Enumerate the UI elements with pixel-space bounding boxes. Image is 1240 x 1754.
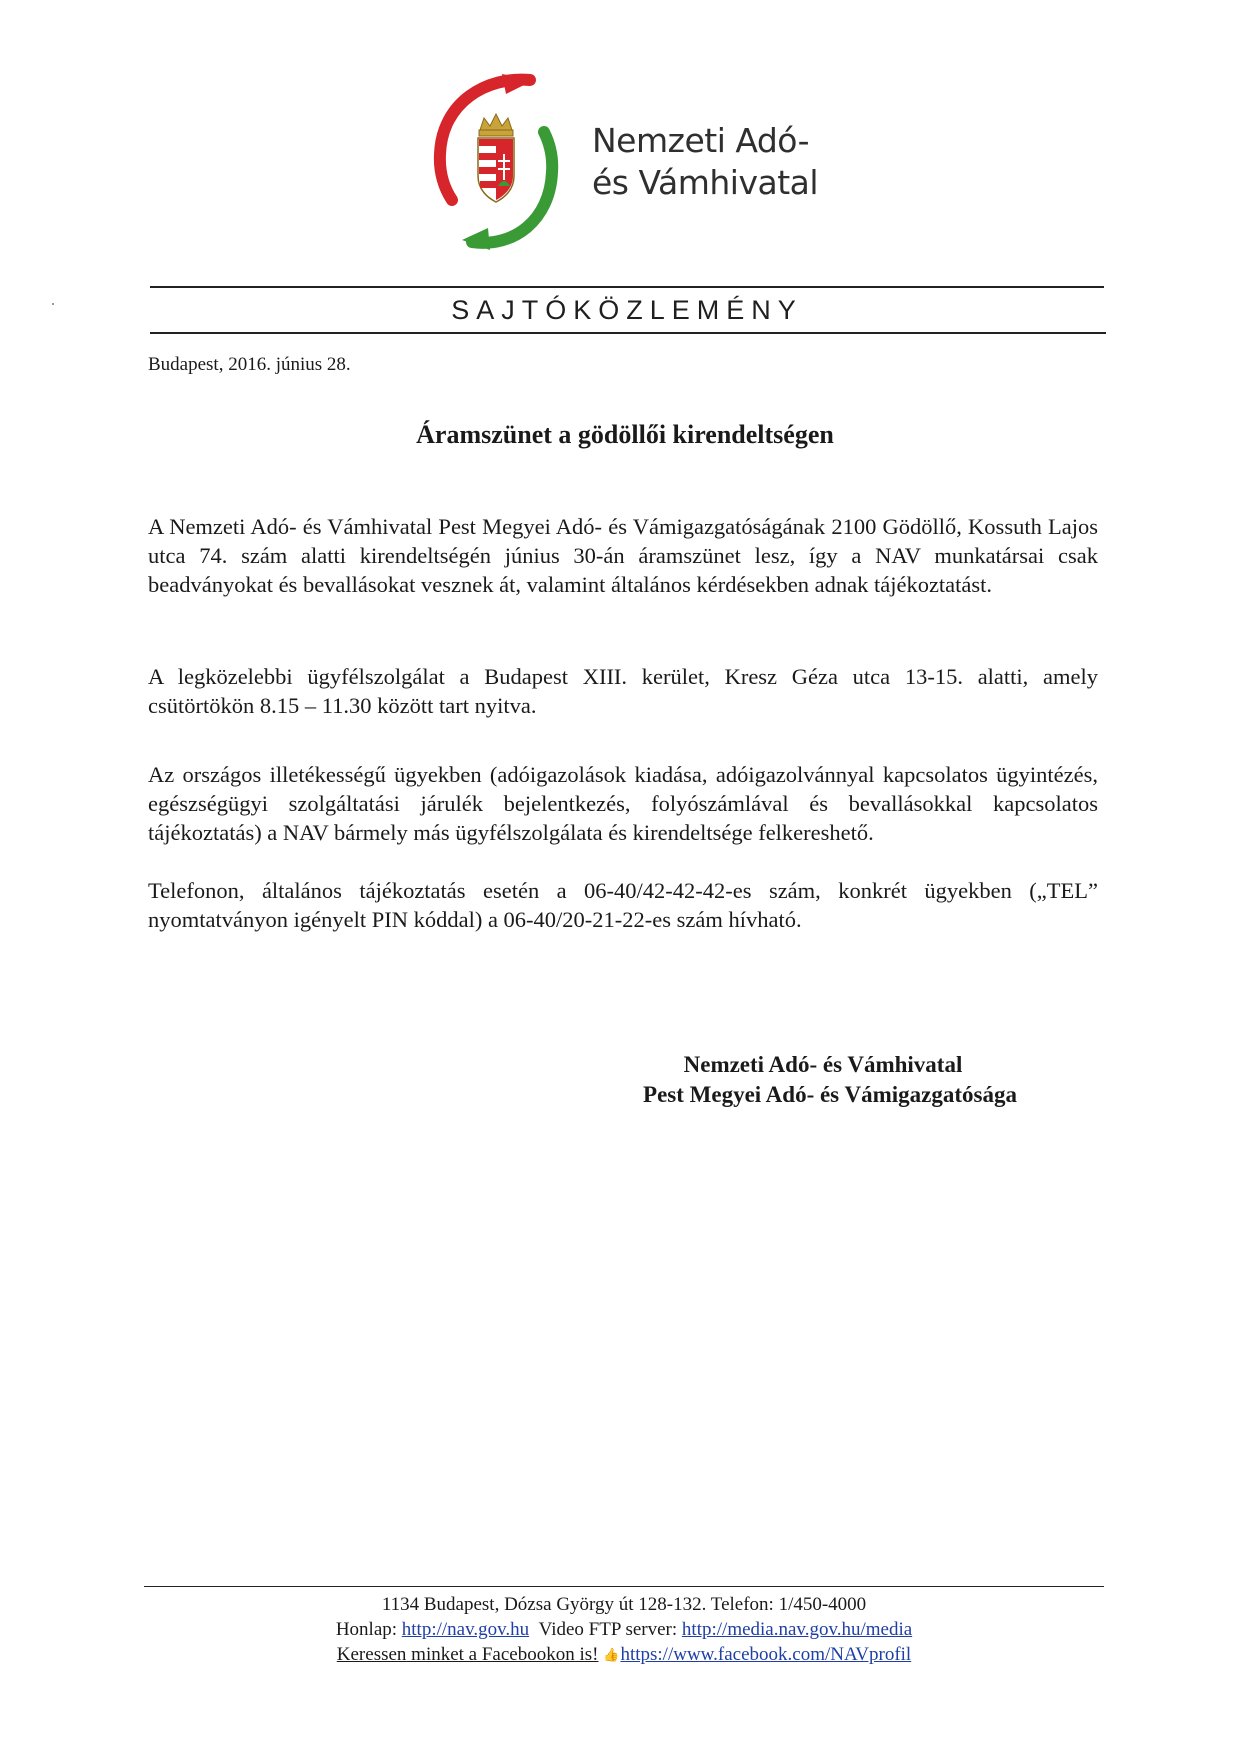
header-bottom-rule [150, 332, 1106, 334]
body-paragraph-3: Az országos illetékességű ügyekben (adóigazolások kiadása, adóigazolvánnyal kapcsolatos ügyintézés, egészségügyi szolgáltatási járulék bejelentkezés, folyószámlával és bevallásokkal kapcsolatos tájékoztatás) a NAV bármely más ügyfélszolgálata és kirendeltsége felkereshető. [148, 762, 1098, 845]
signature-line-2: Pest Megyei Adó- és Vámigazgatósága [643, 1082, 1017, 1107]
header-top-rule [150, 286, 1104, 288]
body-paragraph-1: A Nemzeti Adó- és Vámhivatal Pest Megyei Adó- és Vámigazgatóságának 2100 Gödöllő, Kossuth Lajos utca 74. szám alatti kirendeltségén június 30-án áramszünet lesz, így a NAV munkatársai csak beadványokat és bevallásokat vesznek át, valamint általános kérdésekben adnak tájékoztatást. [148, 514, 1098, 597]
homepage-link[interactable]: http://nav.gov.hu [401, 1619, 530, 1640]
facebook-link[interactable]: https://www.facebook.com/NAVprofil [620, 1644, 912, 1665]
ftp-label: Video FTP server: [538, 1619, 678, 1640]
stray-dot [52, 303, 54, 305]
footer-facebook-row [144, 1642, 1104, 1668]
nav-emblem-icon [432, 72, 562, 252]
footer-address: 1134 Budapest, Dózsa György út 128-132. Telefon: 1/450-4000 [381, 1594, 867, 1615]
release-title: Áramszünet a gödöllői kirendeltségen [416, 420, 834, 449]
press-release-label: SAJTÓKÖZLEMÉNY [451, 295, 803, 325]
signature-block [560, 1050, 1100, 1110]
homepage-label: Honlap: [335, 1619, 398, 1640]
logo-wordmark [592, 120, 818, 204]
logo-line-1: Nemzeti Adó- [592, 121, 810, 160]
body-paragraph-2: A legközelebbi ügyfélszolgálat a Budapest XIII. kerület, Kresz Géza utca 13-15. alatti, amely csütörtökön 8.15 – 11.30 között tart nyitva. [148, 664, 1098, 718]
nav-logo [432, 72, 832, 252]
footer-links-row [144, 1617, 1104, 1642]
signature-line-1: Nemzeti Adó- és Vámhivatal [683, 1052, 963, 1077]
footer-rule [144, 1586, 1104, 1587]
facebook-label: Keressen minket a Facebookon is! [336, 1644, 599, 1665]
logo-line-2: és Vámhivatal [592, 163, 819, 202]
footer [144, 1592, 1104, 1668]
body-paragraph-4: Telefonon, általános tájékoztatás esetén a 06-40/42-42-42-es szám, konkrét ügyekben („TEL” nyomtatványon igényelt PIN kóddal) a 06-40/20-21-22-es szám hívható. [148, 878, 1098, 932]
thumbs-up-icon: 👍 [603, 1648, 620, 1663]
release-date: Budapest, 2016. június 28. [148, 354, 351, 375]
ftp-link[interactable]: http://media.nav.gov.hu/media [681, 1619, 913, 1640]
